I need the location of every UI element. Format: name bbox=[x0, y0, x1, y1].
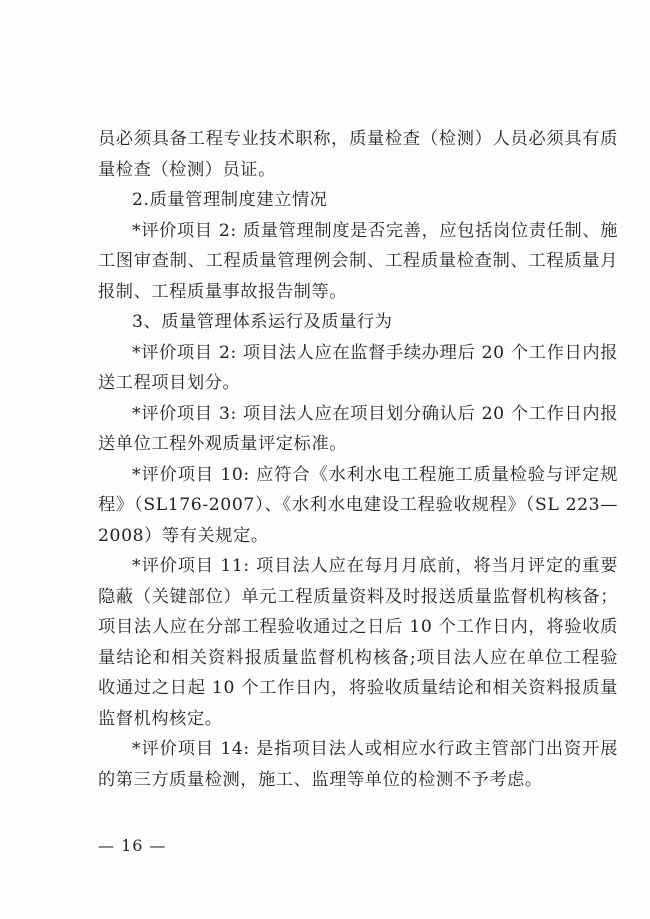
paragraph-item-11: *评价项目 11: 项目法人应在每月月底前，将当月评定的重要隐蔽（关键部位）单元工程质量资料及时报送质量监督机构核备；项目法人应在分部工程验收通过之日后 10 个工作日内，将验收质量结论和相关资料报质量监督机构核备;项目法人应在单位工程验收通过之日起 10 个工作日内，将验收质量结论和相关资料报质量监督机构核定。 bbox=[98, 556, 618, 729]
paragraph-item-2-division: *评价项目 2: 项目法人应在监督手续办理后 20 个工作日内报送工程项目划分。 bbox=[98, 342, 618, 393]
paragraph-continuation: 员必须具备工程专业技术职称，质量检查（检测）人员必须具有质量检查（检测）员证。 bbox=[98, 129, 618, 180]
page-number: — 16 — bbox=[98, 836, 167, 855]
paragraph-item-14: *评价项目 14: 是指项目法人或相应水行政主管部门出资开展的第三方质量检测，施工、监理等单位的检测不予考虑。 bbox=[98, 739, 618, 790]
paragraph-item-10: *评价项目 10: 应符合《水利水电工程施工质量检验与评定规程》（SL176-2007）、《水利水电建设工程验收规程》（SL 223—2008）等有关规定。 bbox=[98, 464, 618, 546]
document-body bbox=[98, 124, 618, 795]
section-heading-2: 2.质量管理制度建立情况 bbox=[132, 190, 328, 210]
section-heading-3: 3、质量管理体系运行及质量行为 bbox=[132, 312, 393, 332]
paragraph-item-2-system: *评价项目 2: 质量管理制度是否完善，应包括岗位责任制、施工图审查制、工程质量管理例会制、工程质量检查制、工程质量月报制、工程质量事故报告制等。 bbox=[98, 220, 618, 302]
paragraph-item-3: *评价项目 3: 项目法人应在项目划分确认后 20 个工作日内报送单位工程外观质量评定标准。 bbox=[98, 403, 618, 454]
